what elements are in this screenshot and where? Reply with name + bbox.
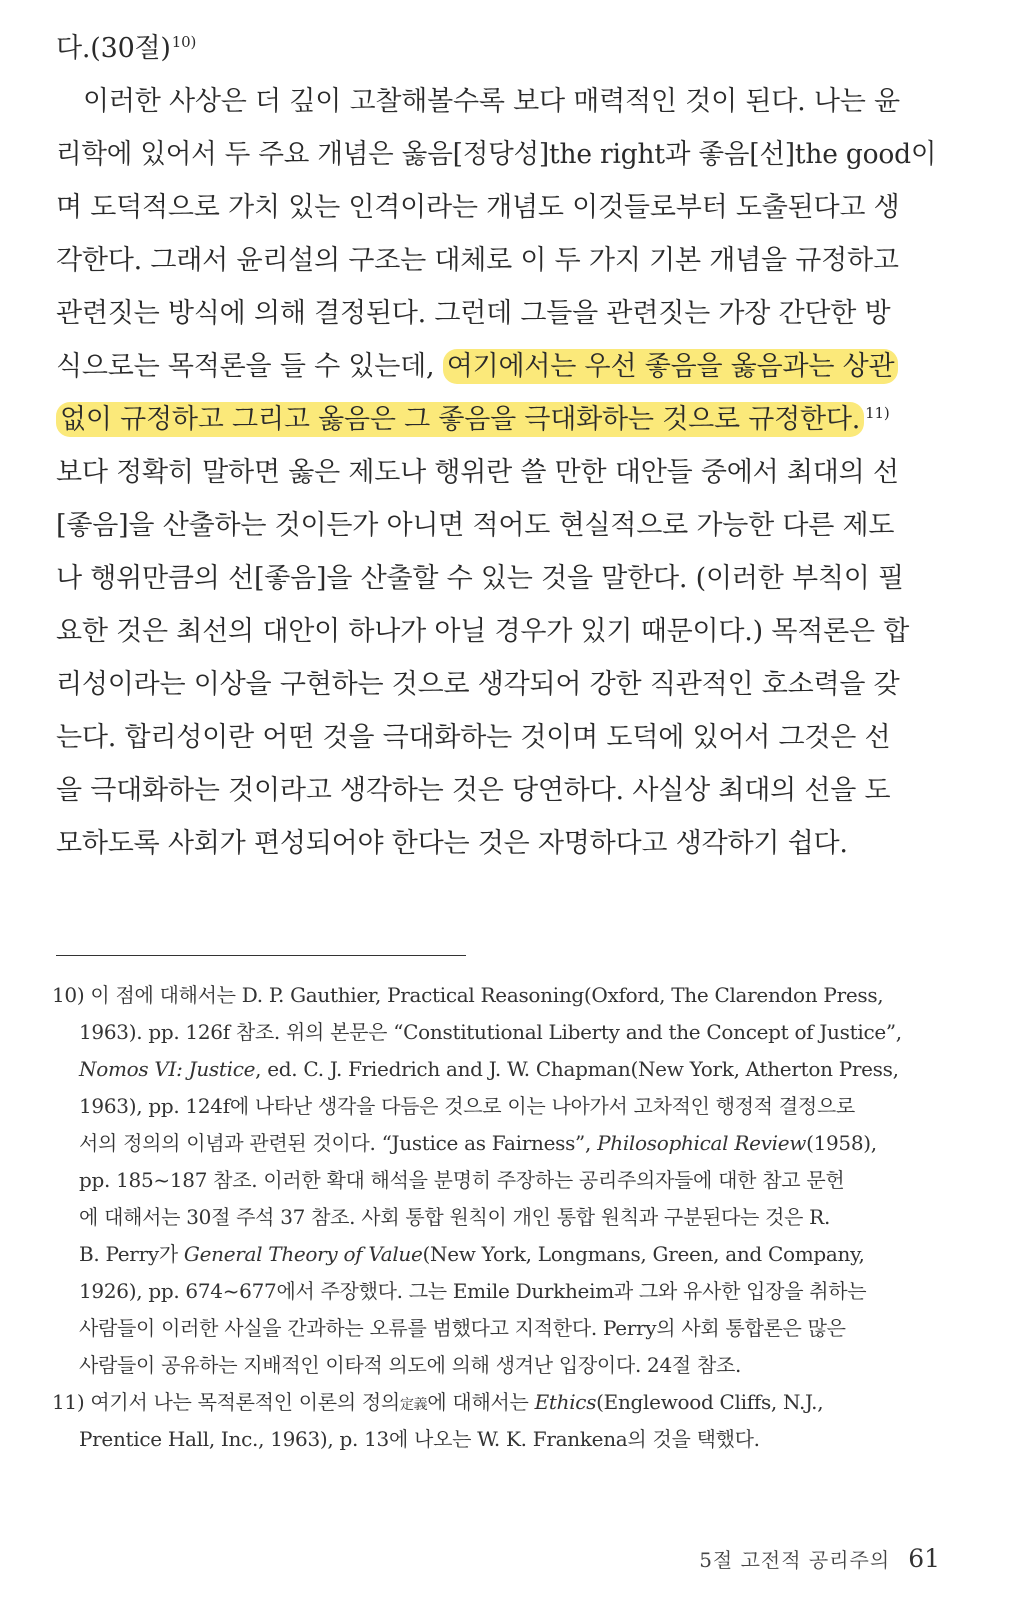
footnote-11-line: 11) 여기서 나는 목적론적인 이론의 정의定義에 대해서는 Ethics(Englewood Cliffs, N.J.,	[52, 1390, 824, 1414]
body-line-6: 관련짓는 방식에 의해 결정된다. 그런데 그들을 관련짓는 가장 간단한 방	[56, 298, 891, 329]
body-line-8	[56, 393, 936, 446]
body-line-12: 요한 것은 최선의 대안이 하나가 아닐 경우가 있기 때문이다.) 목적론은 합	[56, 616, 910, 647]
footnote-ref-10[interactable]: 10)	[171, 33, 197, 51]
footnote-10-line: 1963), pp. 124f에 나타난 생각을 다듬은 것으로 이는 나아가서 고차적인 행정적 결정으로	[79, 1094, 855, 1118]
body-line-3: 리학에 있어서 두 주요 개념은 옳음[정당성]the right과 좋음[선]the good이	[56, 139, 937, 170]
body-line-1: 다.(30절)$^{10)}$	[56, 33, 197, 64]
footnote-10-line: 사람들이 이러한 사실을 간과하는 오류를 범했다고 지적한다. Perry의 사회 통합론은 많은	[79, 1316, 846, 1340]
highlighted-text: 없이 규정하고 그리고 옳음은 그 좋음을 극대화하는 것으로 규정한다.	[56, 402, 864, 437]
body-line-7: 식으로는 목적론을 들 수 있는데, 여기에서는 우선 좋음을 옳음과는 상관	[56, 340, 936, 393]
body-line-14: 는다. 합리성이란 어떤 것을 극대화하는 것이며 도덕에 있어서 그것은 선	[56, 722, 891, 753]
body-line-2: 이러한 사상은 더 깊이 고찰해볼수록 보다 매력적인 것이 된다. 나는 윤	[83, 86, 900, 117]
footnote-10-line: pp. 185~187 참조. 이러한 확대 해석을 분명히 주장하는 공리주의자들에 대한 참고 문헌	[79, 1168, 845, 1192]
footnote-10-line: 10) 이 점에 대해서는 D. P. Gauthier, Practical Reasoning(Oxford, The Clarendon Press,	[52, 983, 884, 1007]
footnote-ref-11[interactable]: 11)	[865, 404, 890, 422]
footnote-10-line: 1963). pp. 126f 참조. 위의 본문은 “Constitutional Liberty and the Concept of Justice”,	[79, 1020, 902, 1044]
footnote-10-line: 사람들이 공유하는 지배적인 이타적 의도에 의해 생겨난 입장이다. 24절 참조.	[79, 1353, 742, 1377]
footnote-10-line: 1926), pp. 674~677에서 주장했다. 그는 Emile Durkheim과 그와 유사한 입장을 취하는	[79, 1279, 867, 1303]
body-line-11: 나 행위만큼의 선[좋음]을 산출할 수 있는 것을 말한다. (이러한 부칙이 필	[56, 563, 904, 594]
footnote-10-line: B. Perry가 General Theory of Value(New York, Longmans, Green, and Company,	[79, 1242, 865, 1266]
body-line-5: 각한다. 그래서 윤리설의 구조는 대체로 이 두 가지 기본 개념을 규정하고	[56, 245, 899, 276]
footnotes	[52, 977, 942, 1458]
body-line-9: 보다 정확히 말하면 옳은 제도나 행위란 쓸 만한 대안들 중에서 최대의 선	[56, 457, 899, 488]
footnote-11-line: Prentice Hall, Inc., 1963), p. 13에 나오는 W. K. Frankena의 것을 택했다.	[79, 1427, 760, 1451]
running-footer	[699, 1544, 940, 1573]
highlighted-text: 여기에서는 우선 좋음을 옳음과는 상관	[443, 349, 899, 384]
body-line-4: 며 도덕적으로 가치 있는 인격이라는 개념도 이것들로부터 도출된다고 생	[56, 192, 900, 223]
footnote-separator	[56, 955, 466, 956]
body-line-13: 리성이라는 이상을 구현하는 것으로 생각되어 강한 직관적인 호소력을 갖	[56, 669, 900, 700]
body-text	[56, 22, 936, 870]
footnote-10-line: Nomos VI: Justice, ed. C. J. Friedrich and J. W. Chapman(New York, Atherton Press,	[79, 1057, 899, 1081]
body-line-16: 모하도록 사회가 편성되어야 한다는 것은 자명하다고 생각하기 쉽다.	[56, 828, 848, 859]
footnote-10-line: 서의 정의의 이념과 관련된 것이다. “Justice as Fairness”, Philosophical Review(1958),	[79, 1131, 877, 1155]
section-title: 5절 고전적 공리주의	[699, 1548, 891, 1572]
body-line-10: [좋음]을 산출하는 것이든가 아니면 적어도 현실적으로 가능한 다른 제도	[56, 510, 895, 541]
footnote-10-line: 에 대해서는 30절 주석 37 참조. 사회 통합 원칙이 개인 통합 원칙과 구분된다는 것은 R.	[79, 1205, 830, 1229]
body-line-15: 을 극대화하는 것이라고 생각하는 것은 당연하다. 사실상 최대의 선을 도	[56, 775, 891, 806]
page-number: 61	[908, 1544, 940, 1573]
